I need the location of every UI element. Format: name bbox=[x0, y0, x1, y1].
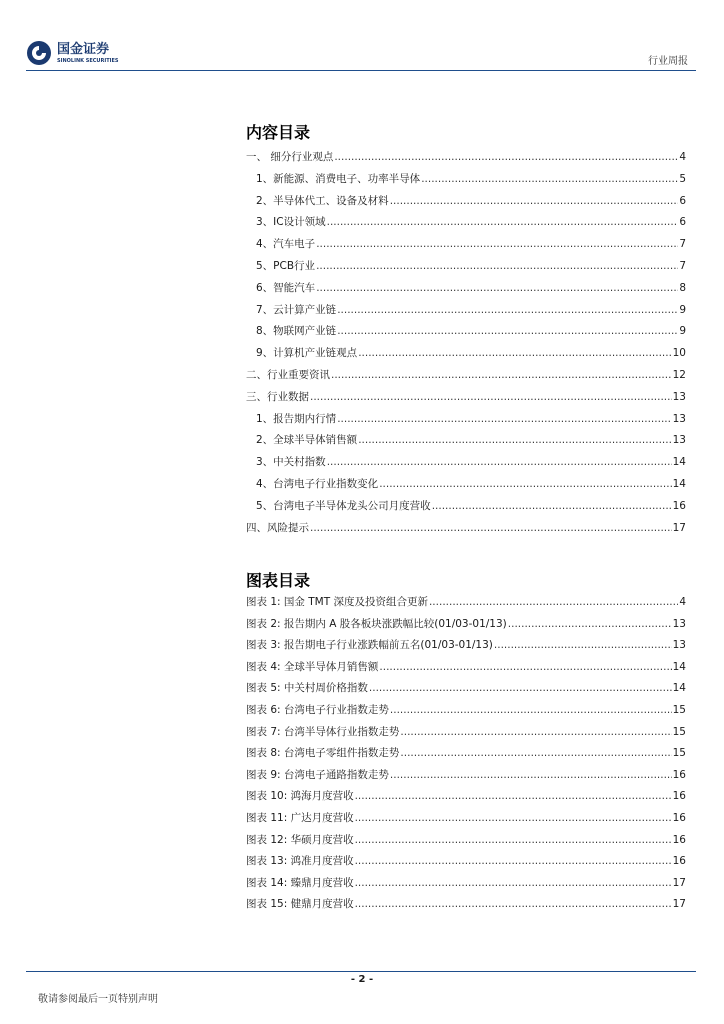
dot-leader bbox=[400, 747, 671, 759]
toc-entry[interactable] bbox=[246, 367, 686, 389]
figure-entry-page: 16 bbox=[672, 768, 686, 781]
toc-entry-label: 二、行业重要资讯 bbox=[246, 368, 330, 381]
figure-entry[interactable] bbox=[246, 659, 686, 681]
toc-entry-page: 17 bbox=[672, 521, 686, 534]
figure-entry-page: 4 bbox=[679, 596, 686, 608]
table-of-contents bbox=[246, 149, 686, 541]
figure-entry-label: 图表 3: 报告期电子行业涨跌幅前五名(01/03-01/13) bbox=[246, 639, 493, 652]
figure-entry-label: 图表 8: 台湾电子零组件指数走势 bbox=[246, 747, 400, 760]
toc-entry-page: 4 bbox=[679, 151, 686, 163]
toc-entry-label: 5、PCB行业 bbox=[256, 259, 316, 272]
figure-entry-label: 图表 5: 中关村周价格指数 bbox=[246, 682, 368, 695]
figure-entry-label: 图表 6: 台湾电子行业指数走势 bbox=[246, 703, 389, 716]
toc-entry-label: 四、风险提示 bbox=[246, 521, 309, 534]
toc-entry-page: 14 bbox=[672, 456, 686, 469]
toc-entry-page: 13 bbox=[672, 390, 686, 403]
figure-entry-page: 13 bbox=[672, 617, 686, 630]
toc-entry[interactable] bbox=[246, 193, 686, 215]
figure-entry[interactable] bbox=[246, 724, 686, 746]
figure-entry-label: 图表 2: 报告期内 A 股各板块涨跌幅比较(01/03-01/13) bbox=[246, 617, 507, 630]
logo-english-name: SINOLINK SECURITIES bbox=[57, 57, 119, 64]
toc-entry-label: 2、半导体代工、设备及材料 bbox=[256, 194, 389, 207]
toc-entry[interactable] bbox=[246, 498, 686, 520]
figure-entry-label: 图表 10: 鸿海月度营收 bbox=[246, 790, 354, 803]
figure-entry[interactable] bbox=[246, 875, 686, 897]
toc-entry[interactable] bbox=[246, 280, 686, 302]
page-number: - 2 - bbox=[350, 974, 374, 985]
header-divider bbox=[26, 70, 696, 71]
figure-entry-page: 16 bbox=[672, 855, 686, 868]
dot-leader bbox=[421, 173, 678, 185]
figure-entry[interactable] bbox=[246, 616, 686, 638]
dot-leader bbox=[331, 369, 672, 381]
toc-entry-label: 8、物联网产业链 bbox=[256, 325, 337, 338]
figure-entry[interactable] bbox=[246, 680, 686, 702]
toc-entry-label: 2、全球半导体销售额 bbox=[256, 434, 358, 447]
toc-entry-page: 7 bbox=[679, 238, 686, 251]
figure-entry-page: 15 bbox=[672, 725, 686, 738]
dot-leader bbox=[355, 790, 672, 802]
figure-entry-label: 图表 9: 台湾电子通路指数走势 bbox=[246, 768, 389, 781]
toc-entry[interactable] bbox=[246, 411, 686, 433]
dot-leader bbox=[390, 769, 672, 781]
page-header bbox=[0, 0, 724, 74]
dot-leader bbox=[429, 596, 678, 608]
toc-entry-page: 7 bbox=[679, 259, 686, 272]
figure-entry[interactable] bbox=[246, 832, 686, 854]
figure-entry-label: 图表 4: 全球半导体月销售额 bbox=[246, 660, 379, 673]
dot-leader bbox=[355, 834, 672, 846]
toc-entry[interactable] bbox=[246, 214, 686, 236]
figure-entry-label: 图表 14: 臻鼎月度营收 bbox=[246, 876, 354, 889]
toc-entry-page: 16 bbox=[672, 499, 686, 512]
toc-entry-page: 8 bbox=[679, 281, 686, 294]
toc-entry-page: 13 bbox=[672, 434, 686, 447]
dot-leader bbox=[316, 238, 678, 250]
toc-entry-label: 5、台湾电子半导体龙头公司月度营收 bbox=[256, 499, 431, 512]
figure-list bbox=[246, 594, 686, 918]
toc-entry-label: 3、IC设计领域 bbox=[256, 216, 326, 229]
dot-leader bbox=[310, 391, 672, 403]
toc-entry-label: 6、智能汽车 bbox=[256, 281, 316, 294]
toc-entry[interactable] bbox=[246, 432, 686, 454]
dot-leader bbox=[379, 478, 671, 490]
figure-entry-page: 17 bbox=[672, 876, 686, 889]
dot-leader bbox=[355, 877, 672, 889]
toc-entry[interactable] bbox=[246, 323, 686, 345]
figure-entry-label: 图表 12: 华硕月度营收 bbox=[246, 833, 354, 846]
dot-leader bbox=[327, 216, 679, 228]
toc-entry[interactable] bbox=[246, 149, 686, 171]
dot-leader bbox=[337, 413, 671, 425]
toc-entry-page: 14 bbox=[672, 477, 686, 490]
dot-leader bbox=[400, 726, 671, 738]
sinolink-logo-icon bbox=[26, 40, 52, 66]
toc-entry[interactable] bbox=[246, 389, 686, 411]
footer-disclaimer: 敬请参阅最后一页特别声明 bbox=[38, 994, 158, 1005]
dot-leader bbox=[355, 855, 672, 867]
logo-chinese-name: 国金证券 bbox=[57, 41, 110, 57]
dot-leader bbox=[355, 812, 672, 824]
figure-entry-page: 13 bbox=[672, 639, 686, 652]
toc-entry-label: 1、新能源、消费电子、功率半导体 bbox=[256, 172, 421, 185]
toc-entry[interactable] bbox=[246, 520, 686, 542]
figure-entry[interactable] bbox=[246, 702, 686, 724]
toc-entry-page: 12 bbox=[672, 368, 686, 381]
toc-entry-label: 7、云计算产业链 bbox=[256, 303, 337, 316]
dot-leader bbox=[508, 618, 672, 630]
dot-leader bbox=[310, 522, 672, 534]
toc-entry-page: 9 bbox=[679, 303, 686, 316]
figure-entry-label: 图表 7: 台湾半导体行业指数走势 bbox=[246, 725, 400, 738]
figure-entry-label: 图表 1: 国金 TMT 深度及投资组合更新 bbox=[246, 596, 428, 608]
figure-entry[interactable] bbox=[246, 853, 686, 875]
dot-leader bbox=[358, 434, 671, 446]
dot-leader bbox=[369, 682, 672, 694]
toc-entry[interactable] bbox=[246, 171, 686, 193]
figure-entry-page: 16 bbox=[672, 811, 686, 824]
toc-entry-label: 1、报告期内行情 bbox=[256, 412, 337, 425]
toc-entry-page: 13 bbox=[672, 412, 686, 425]
figures-title: 图表目录 bbox=[246, 571, 311, 590]
dot-leader bbox=[494, 639, 672, 651]
toc-entry-page: 10 bbox=[672, 347, 686, 360]
dot-leader bbox=[432, 500, 672, 512]
toc-entry[interactable] bbox=[246, 236, 686, 258]
toc-entry-label: 3、中关村指数 bbox=[256, 456, 326, 469]
toc-entry-label: 三、行业数据 bbox=[246, 390, 309, 403]
figure-entry[interactable] bbox=[246, 810, 686, 832]
dot-leader bbox=[316, 282, 678, 294]
toc-entry-page: 9 bbox=[679, 325, 686, 338]
figure-entry-page: 17 bbox=[672, 898, 686, 911]
dot-leader bbox=[316, 260, 678, 272]
toc-entry-label: 9、计算机产业链观点 bbox=[256, 347, 358, 360]
dot-leader bbox=[337, 304, 678, 316]
company-logo bbox=[26, 40, 119, 66]
report-type: 行业周报 bbox=[648, 56, 688, 67]
figure-entry[interactable] bbox=[246, 767, 686, 789]
dot-leader bbox=[355, 898, 672, 910]
toc-entry[interactable] bbox=[246, 258, 686, 280]
footer-divider bbox=[26, 971, 696, 972]
toc-entry-label: 4、台湾电子行业指数变化 bbox=[256, 477, 379, 490]
toc-entry[interactable] bbox=[246, 476, 686, 498]
figure-entry[interactable] bbox=[246, 788, 686, 810]
toc-entry[interactable] bbox=[246, 345, 686, 367]
figure-entry[interactable] bbox=[246, 594, 686, 616]
figure-entry-page: 15 bbox=[672, 747, 686, 760]
figure-entry-page: 16 bbox=[672, 833, 686, 846]
toc-entry-label: 4、汽车电子 bbox=[256, 238, 316, 251]
figure-entry-page: 14 bbox=[672, 682, 686, 695]
toc-title: 内容目录 bbox=[246, 123, 311, 142]
dot-leader bbox=[337, 325, 678, 337]
figure-entry-page: 16 bbox=[672, 790, 686, 803]
figure-entry-label: 图表 15: 健鼎月度营收 bbox=[246, 898, 354, 911]
dot-leader bbox=[390, 195, 679, 207]
toc-entry-label: 一、 细分行业观点 bbox=[246, 151, 334, 163]
figure-entry[interactable] bbox=[246, 745, 686, 767]
toc-entry-page: 5 bbox=[679, 172, 686, 185]
toc-entry[interactable] bbox=[246, 454, 686, 476]
dot-leader bbox=[327, 456, 672, 468]
figure-entry[interactable] bbox=[246, 896, 686, 918]
figure-entry[interactable] bbox=[246, 637, 686, 659]
dot-leader bbox=[334, 151, 678, 163]
figure-entry-label: 图表 11: 广达月度营收 bbox=[246, 811, 354, 824]
dot-leader bbox=[390, 704, 672, 716]
toc-entry[interactable] bbox=[246, 302, 686, 324]
figure-entry-page: 14 bbox=[672, 660, 686, 673]
toc-entry-page: 6 bbox=[679, 194, 686, 207]
figure-entry-label: 图表 13: 鸿准月度营收 bbox=[246, 855, 354, 868]
toc-entry-page: 6 bbox=[679, 216, 686, 229]
figure-entry-page: 15 bbox=[672, 703, 686, 716]
dot-leader bbox=[358, 347, 671, 359]
dot-leader bbox=[379, 661, 671, 673]
